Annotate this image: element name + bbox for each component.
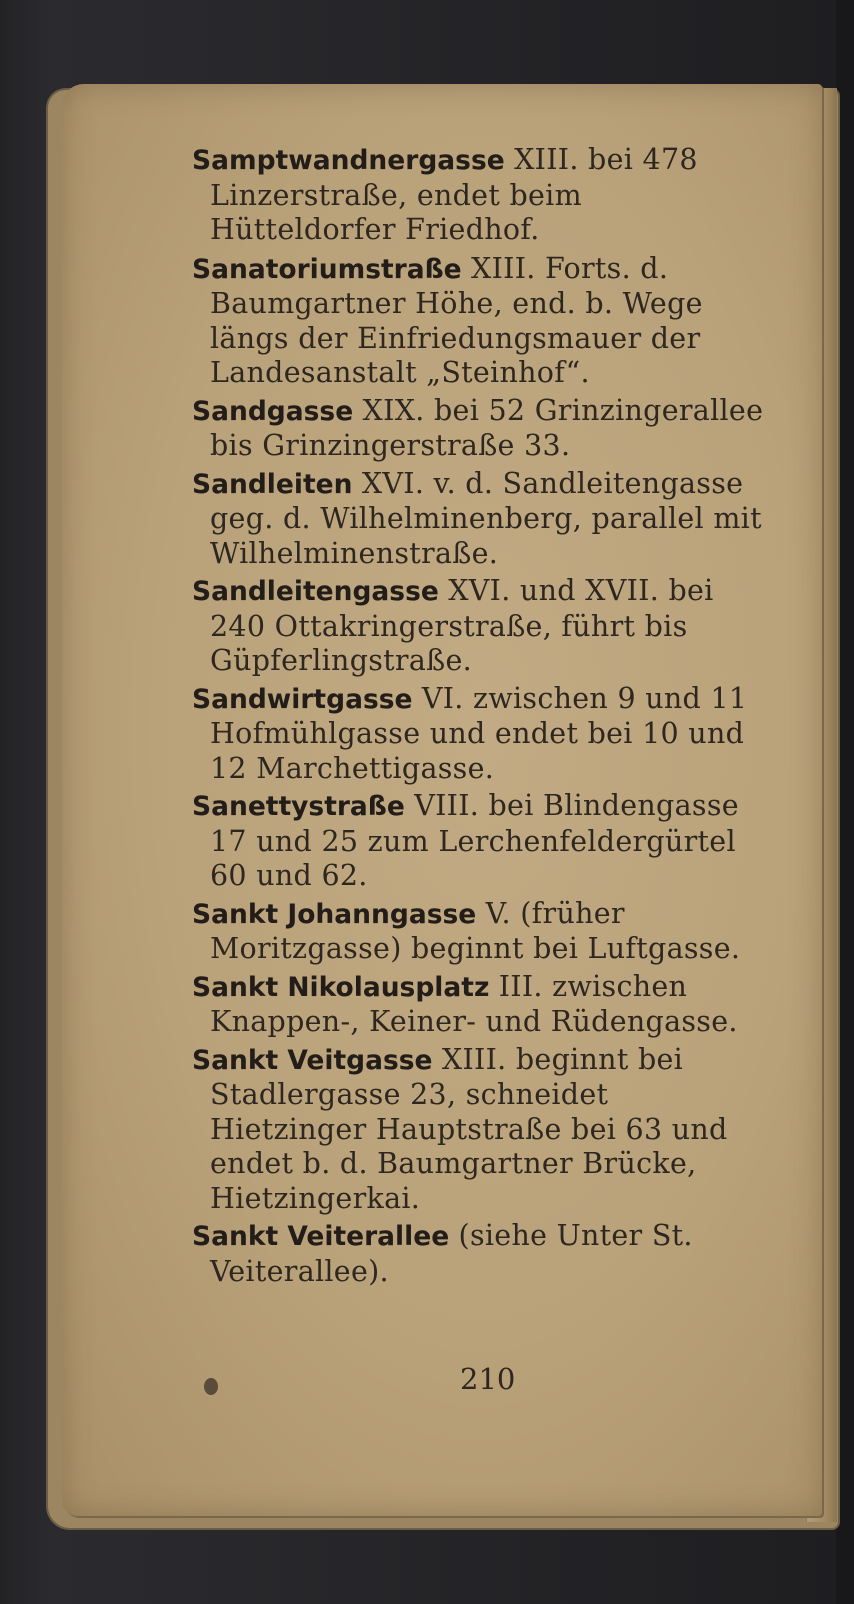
street-name: Sanettystraße <box>192 791 405 822</box>
page-number: 210 <box>460 1362 516 1396</box>
street-directory-list <box>192 143 772 1292</box>
book-spine <box>836 0 854 1604</box>
directory-entry <box>192 789 772 894</box>
street-name: Sankt Johanngasse <box>192 898 477 930</box>
street-name: Samptwandnergasse <box>192 145 505 176</box>
street-name: Sandwirtgasse <box>192 683 413 715</box>
directory-entry <box>192 252 772 391</box>
street-name: Sandleitengasse <box>192 576 439 607</box>
street-name: Sankt Veiterallee <box>192 1221 450 1252</box>
street-description: XIII. bei 478 Linzerstraße, endet beim Hütteldorfer Friedhof. <box>210 143 698 246</box>
directory-entry <box>192 682 772 787</box>
street-name: Sandleiten <box>192 468 353 500</box>
street-name: Sankt Nikolausplatz <box>192 971 490 1003</box>
street-description: XIII. beginnt bei Stadlergasse 23, schneidet Hietzinger Hauptstraße bei 63 und endet b. d. Baumgartner Brücke, Hietzingerkai. <box>210 1042 728 1215</box>
directory-entry <box>192 1219 772 1289</box>
directory-entry <box>192 143 772 248</box>
directory-entry <box>192 970 772 1040</box>
directory-entry <box>192 1043 772 1217</box>
street-description: V. (früher Moritzgasse) beginnt bei Luftgasse. <box>210 896 741 965</box>
street-description: XIII. Forts. d. Baumgartner Höhe, end. b. Wege längs der Einfriedungsmauer der Landesanstalt „Steinhof“. <box>210 251 703 389</box>
directory-entry <box>192 394 772 464</box>
street-description: VIII. bei Blindengasse 17 und 25 zum Lerchenfeldergürtel 60 und 62. <box>210 789 739 892</box>
street-description: XVI. und XVII. bei 240 Ottakringerstraße, führt bis Güpferlingstraße. <box>210 574 714 677</box>
directory-entry <box>192 467 772 572</box>
directory-entry <box>192 574 772 679</box>
street-description: XIX. bei 52 Grinzingerallee bis Grinzingerstraße 33. <box>210 393 764 462</box>
street-description: XVI. v. d. Sandleitengasse geg. d. Wilhelminenberg, parallel mit Wilhelminenstraße. <box>210 466 762 570</box>
street-name: Sandgasse <box>192 395 354 427</box>
street-description: VI. zwischen 9 und 11 Hofmühlgasse und endet bei 10 und 12 Marchettigasse. <box>210 681 748 785</box>
street-description: (siehe Unter St. Veiterallee). <box>210 1219 693 1288</box>
street-name: Sankt Veitgasse <box>192 1044 433 1076</box>
directory-entry <box>192 897 772 967</box>
ink-spot <box>204 1378 218 1395</box>
street-description: III. zwischen Knappen-, Keiner- und Rüdengasse. <box>210 969 738 1038</box>
street-name: Sanatoriumstraße <box>192 253 462 285</box>
